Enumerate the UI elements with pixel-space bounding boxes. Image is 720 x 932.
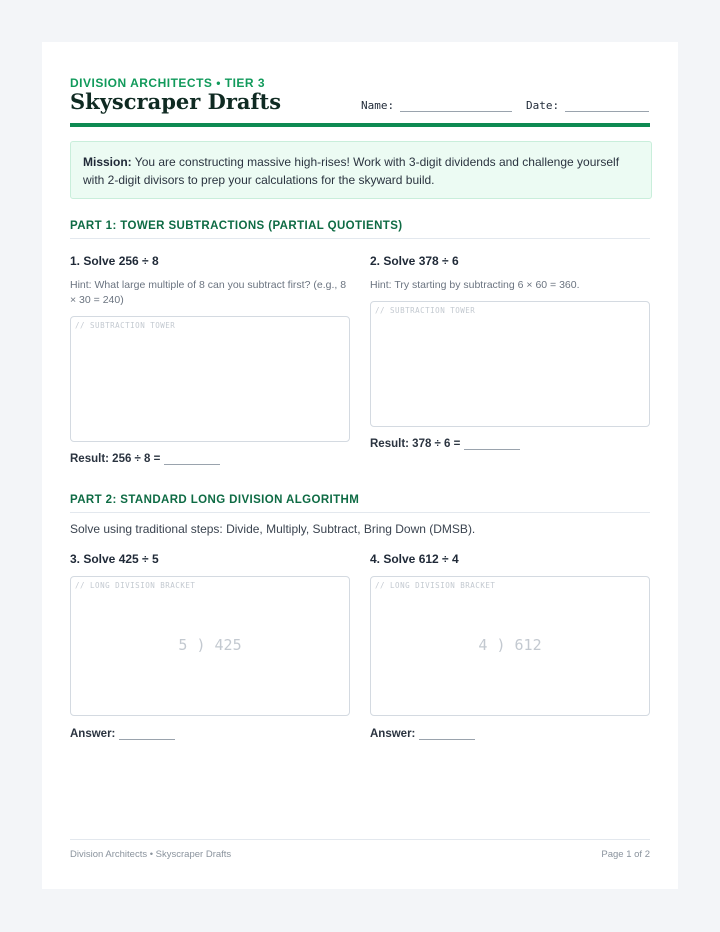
question-3-division-bracket: 5 ) 425 — [178, 636, 242, 654]
date-label: Date: — [526, 99, 560, 112]
mission-callout — [70, 141, 652, 199]
question-4-division-bracket: 4 ) 612 — [478, 636, 542, 654]
question-1-work-box[interactable] — [70, 316, 350, 442]
page-footer — [70, 839, 650, 860]
header-divider — [70, 123, 650, 127]
mission-text: You are constructing massive high-rises! Work with 3-digit dividends and challenge yourself with 2-digit divisors to prep your calculations for the skyward build. — [83, 155, 620, 187]
page-title: Skyscraper Drafts — [70, 89, 282, 114]
question-3-title: 3. Solve 425 ÷ 5 — [70, 552, 159, 566]
question-4-title: 4. Solve 612 ÷ 4 — [370, 552, 459, 566]
date-blank[interactable] — [565, 101, 649, 112]
question-2-box-tag: // SUBTRACTION TOWER — [375, 306, 476, 315]
question-3-answer-blank[interactable] — [119, 730, 175, 740]
question-1 — [70, 254, 350, 465]
question-2-result[interactable] — [370, 438, 650, 450]
question-3-box-tag: // LONG DIVISION BRACKET — [75, 581, 196, 590]
date-field[interactable] — [526, 99, 649, 112]
question-3 — [70, 552, 350, 740]
question-1-result[interactable] — [70, 453, 350, 465]
question-2-title: 2. Solve 378 ÷ 6 — [370, 254, 459, 268]
footer-left: Division Architects • Skyscraper Drafts — [70, 849, 232, 860]
page-number: Page 1 of 2 — [601, 849, 650, 860]
name-blank[interactable] — [400, 101, 512, 112]
question-1-title: 1. Solve 256 ÷ 8 — [70, 254, 159, 268]
part2-instructions: Solve using traditional steps: Divide, Multiply, Subtract, Bring Down (DMSB). — [70, 522, 476, 536]
question-4 — [370, 552, 650, 740]
question-3-answer[interactable] — [70, 728, 350, 740]
question-4-box-tag: // LONG DIVISION BRACKET — [375, 581, 496, 590]
question-4-work-box[interactable] — [370, 576, 650, 716]
question-2-hint: Hint: Try starting by subtracting 6 × 60 = 360. — [370, 279, 580, 291]
question-2 — [370, 254, 650, 450]
part1-heading: PART 1: TOWER SUBTRACTIONS (PARTIAL QUOTIENTS) — [70, 220, 650, 239]
question-4-answer[interactable] — [370, 728, 650, 740]
question-1-hint: Hint: What large multiple of 8 can you subtract first? (e.g., 8 × 30 = 240) — [70, 279, 347, 306]
series-kicker: DIVISION ARCHITECTS • TIER 3 — [70, 76, 266, 90]
name-field[interactable] — [361, 99, 512, 112]
question-4-answer-label: Answer: — [370, 728, 416, 740]
question-2-result-blank[interactable] — [464, 440, 520, 450]
question-4-answer-blank[interactable] — [419, 730, 475, 740]
question-1-box-tag: // SUBTRACTION TOWER — [75, 321, 176, 330]
question-3-answer-label: Answer: — [70, 728, 116, 740]
question-2-result-label: Result: 378 ÷ 6 = — [370, 438, 461, 450]
part2-heading: PART 2: STANDARD LONG DIVISION ALGORITHM — [70, 494, 650, 513]
name-label: Name: — [361, 99, 395, 112]
question-3-work-box[interactable] — [70, 576, 350, 716]
question-1-result-blank[interactable] — [164, 455, 220, 465]
question-1-result-label: Result: 256 ÷ 8 = — [70, 453, 161, 465]
question-2-work-box[interactable] — [370, 301, 650, 427]
mission-label: Mission: — [83, 155, 132, 169]
worksheet-page — [42, 42, 678, 889]
